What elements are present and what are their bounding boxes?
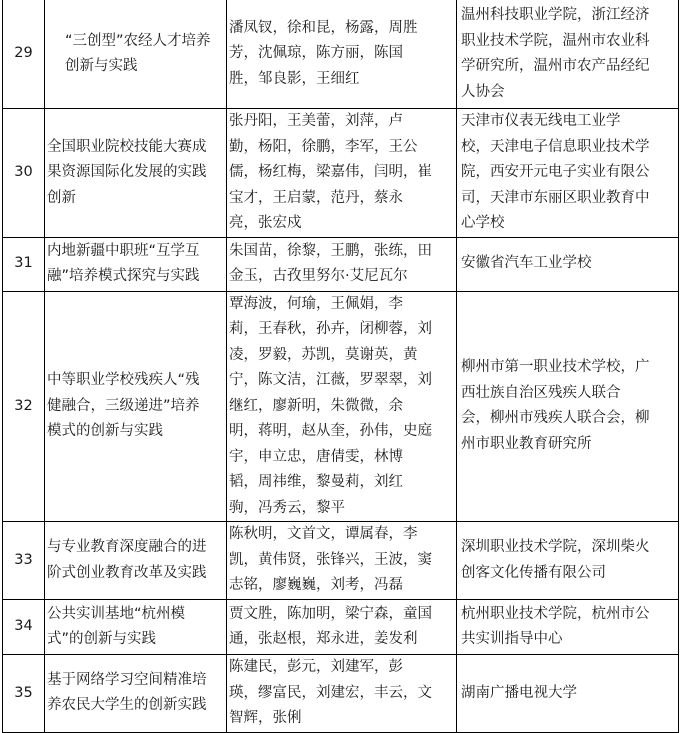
awards-table [2, 0, 679, 733]
organizations: 深圳职业技术学院，深圳柴火 创客文化传播有限公司 [457, 522, 679, 600]
team-members: 张丹阳，王美蕾，刘萍，卢 勤，杨阳，徐鹏，李军，王公 儒，杨红梅，梁嘉伟，闫明，崔 宝才，王启蒙，范丹，蔡永 亮，张宏戍 [227, 109, 457, 238]
team-members: 潘凤钗，徐和昆，杨露，周胜 芳，沈佩琼，陈方丽，陈国 胜，邹良影，王细红 [227, 0, 457, 109]
organizations: 杭州职业技术学院，杭州市公 共实训指导中心 [457, 600, 679, 655]
team-members: 陈建民，彭元，刘建军，彭 瑛，缪富民，刘建宏，丰云，文 智辉，张俐 [227, 655, 457, 733]
table-row [3, 600, 679, 655]
project-name: 与专业教育深度融合的进 阶式创业教育改革及实践 [45, 522, 227, 600]
organizations: 安徽省汽车工业学校 [457, 237, 679, 291]
project-name: 中等职业学校残疾人“残 健融合，三级递进”培养 模式的创新与实践 [45, 291, 227, 522]
organizations: 湖南广播电视大学 [457, 655, 679, 733]
table-row [3, 0, 679, 109]
table-row [3, 237, 679, 291]
table-row [3, 291, 679, 522]
organizations: 柳州市第一职业技术学校，广 西壮族自治区残疾人联合 会，柳州市残疾人联合会，柳 州市职业教育研究所 [457, 291, 679, 522]
team-members: 陈秋明，文首文，谭属春，李 凯，黄伟贤，张锋兴，王波，窦 志铭，廖巍巍，刘考，冯磊 [227, 522, 457, 600]
table-row [3, 522, 679, 600]
row-number: 33 [3, 522, 45, 600]
organizations: 温州科技职业学院，浙江经济 职业技术学院，温州市农业科 学研究所，温州市农产品经纪 人协会 [457, 0, 679, 109]
project-name: 内地新疆中职班“互学互 融”培养模式探究与实践 [45, 237, 227, 291]
row-number: 31 [3, 237, 45, 291]
project-name: “三创型”农经人才培养 创新与实践 [45, 0, 227, 109]
team-members: 朱国苗，徐黎，王鹏，张练，田 金玉，古孜里努尔·艾尼瓦尔 [227, 237, 457, 291]
row-number: 32 [3, 291, 45, 522]
organizations: 天津市仪表无线电工业学 校，天津电子信息职业技术学 院，西安开元电子实业有限公 司，天津市东丽区职业教育中 心学校 [457, 109, 679, 238]
row-number: 30 [3, 109, 45, 238]
project-name: 公共实训基地“杭州模 式”的创新与实践 [45, 600, 227, 655]
table-row [3, 109, 679, 238]
project-name: 基于网络学习空间精准培 养农民大学生的创新实践 [45, 655, 227, 733]
project-name: 全国职业院校技能大赛成 果资源国际化发展的实践 创新 [45, 109, 227, 238]
row-number: 29 [3, 0, 45, 109]
row-number: 34 [3, 600, 45, 655]
team-members: 贾文胜，陈加明，梁宁森，童国 通，张赵根，郑永进，姜发利 [227, 600, 457, 655]
team-members: 覃海波，何瑜，王佩娟，李 莉，王春秋，孙卉，闭柳蓉，刘 凌，罗毅，苏凯，莫谢英，黄 宁，陈文洁，江薇，罗翠翠，刘 继红，廖新明，朱微微，余 明，蒋明，赵从奎，孙伟，史庭 宇，申立忠，唐倩雯，林博 韬，周祎维，黎曼莉，刘红 驹，冯秀云，黎平 [227, 291, 457, 522]
row-number: 35 [3, 655, 45, 733]
table-row [3, 655, 679, 733]
